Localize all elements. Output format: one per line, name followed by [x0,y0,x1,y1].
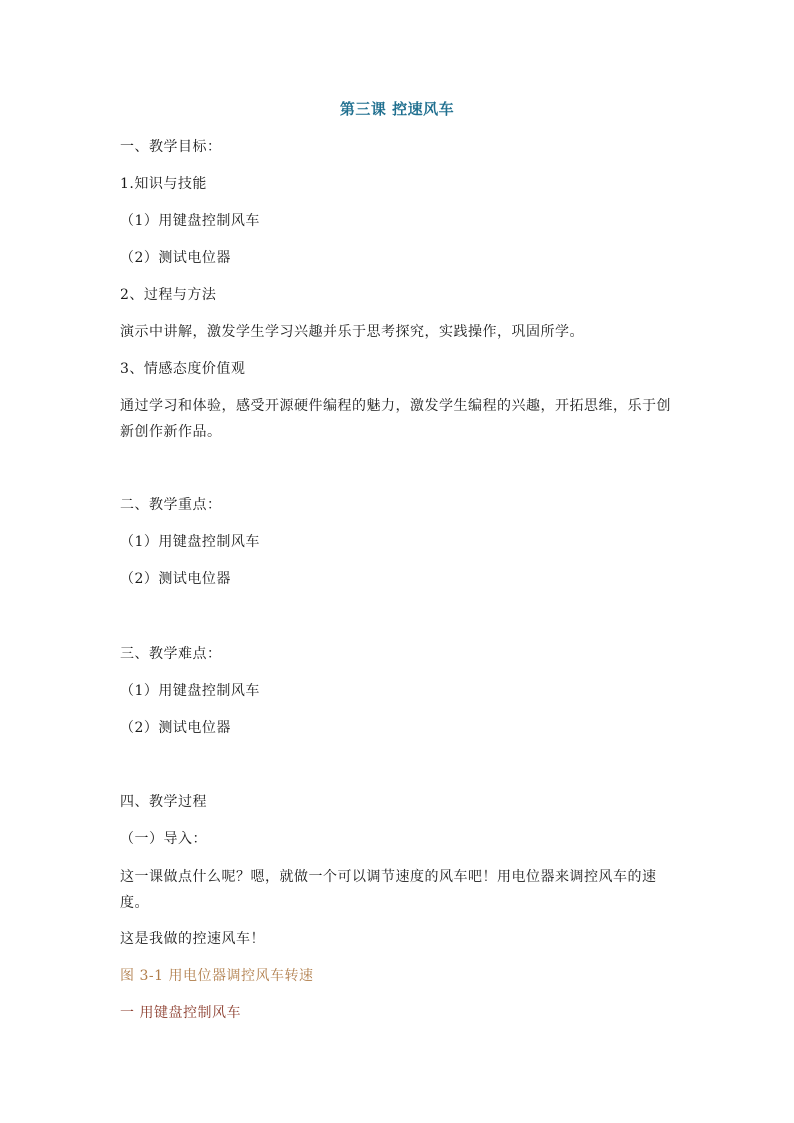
key-point-item-1: （1）用键盘控制风车 [120,534,260,550]
subheading-process-method: 2、过程与方法 [120,287,217,303]
paragraph-introduction: 这一课做点什么呢？嗯，就做一个可以调节速度的风车吧！用电位器来调控风车的速度。 [120,869,657,911]
section-heading-difficulties: 三、教学难点： [120,646,222,662]
paragraph-emotion-values: 通过学习和体验，感受开源硬件编程的魅力，激发学生编程的兴趣，开拓思维，乐于创新创作新作品。 [120,398,671,440]
figure-caption: 图 3-1 用电位器调控风车转速 [120,968,314,984]
subheading-emotion-values: 3、情感态度价值观 [120,361,246,377]
paragraph-process-method: 演示中讲解，激发学生学习兴趣并乐于思考探究，实践操作，巩固所学。 [120,324,584,340]
paragraph-windmill-intro: 这是我做的控速风车！ [120,931,265,947]
subheading-introduction: （一）导入： [120,831,207,847]
key-point-item-2: （2）测试电位器 [120,571,231,587]
section-heading-process: 四、教学过程 [120,794,207,810]
subsection-heading-keyboard-control: 一 用键盘控制风车 [120,1005,241,1021]
section-heading-key-points: 二、教学重点： [120,497,222,513]
subheading-knowledge-skills: 1.知识与技能 [120,176,207,192]
page-title: 第三课 控速风车 [339,100,455,118]
difficulty-item-2: （2）测试电位器 [120,720,231,736]
objective-item-2: （2）测试电位器 [120,250,231,266]
objective-item-1: （1）用键盘控制风车 [120,213,260,229]
difficulty-item-1: （1）用键盘控制风车 [120,683,260,699]
section-heading-objectives: 一、教学目标： [120,139,222,155]
